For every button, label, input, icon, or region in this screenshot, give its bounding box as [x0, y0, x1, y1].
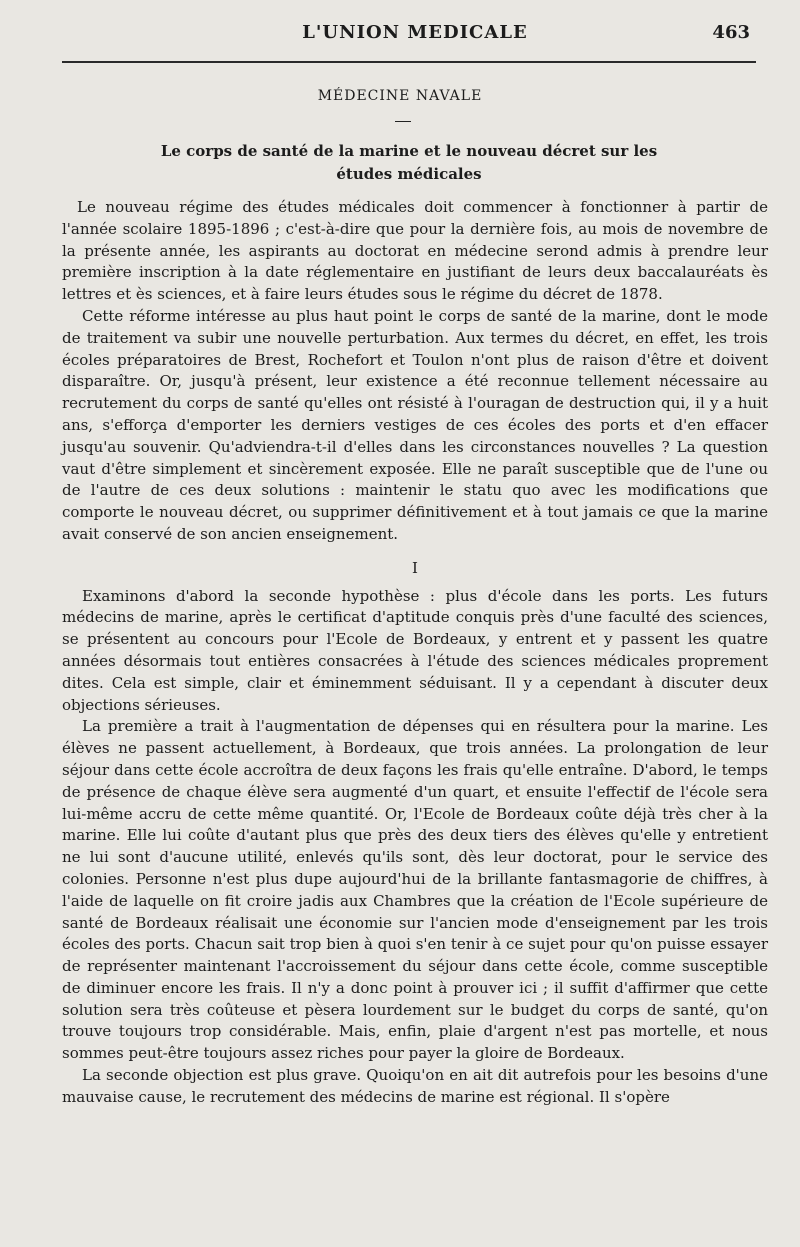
- article-title: [62, 140, 756, 186]
- article-body: [62, 197, 768, 1109]
- page-number: 463: [712, 22, 750, 43]
- running-header: [62, 22, 768, 46]
- paragraph: La première a trait à l'augmentation de dépenses qui en résultera pour la marine. Les élèves ne passent actuellement, à Bordeaux, que trois années. La prolongation de leur séjour dans cette école accroîtra de deux façons les frais qu'elle entraîne. D'abord, le temps de présence de chaque élève sera augmenté d'un quart, et ensuite l'effectif de l'école sera lui-même accru de cette même quantité. Or, l'Ecole de Bordeaux coûte déjà très cher à la marine. Elle lui coûte d'autant plus que près des deux tiers des élèves qu'elle y entretient ne lui sont d'aucune utilité, enlevés qu'ils sont, dès leur doctorat, pour le service des colonies. Personne n'est plus dupe aujourd'hui de la brillante fantasmagorie de chiffres, à l'aide de laquelle on fit croire jadis aux Chambres que la création de l'Ecole supérieure de santé de Bordeaux réalisait une économie sur l'ancien mode d'enseignement par les trois écoles des ports. Chacun sait trop bien à quoi s'en tenir à ce sujet pour qu'on puisse essayer de représenter maintenant l'accroissement du séjour dans cette école, comme susceptible de diminuer encore les frais. Il n'y a donc point à prouver ici ; il suffit d'affirmer que cette solution sera très coûteuse et pèsera lourdement sur le budget du corps de santé, qu'on trouve toujours trop considérable. Mais, enfin, plaie d'argent n'est pas mortelle, et nous sommes peut-être toujours assez riches pour payer la gloire de Bordeaux.: [62, 717, 768, 1063]
- article-title-line-2: études médicales: [336, 165, 482, 183]
- paragraph: Cette réforme intéresse au plus haut point le corps de santé de la marine, dont le mode de traitement va subir une nouvelle perturbation. Aux termes du décret, en effet, les trois écoles préparatoires de Brest, Rochefort et Toulon n'ont plus de raison d'être et doivent disparaître. Or, jusqu'à présent, leur existence a été reconnue tellement nécessaire au recrutement du corps de santé qu'elles ont résisté à l'ouragan de destruction qui, il y a huit ans, s'efforça d'emporter les derniers vestiges de ces écoles des ports et d'en effacer jusqu'au souvenir. Qu'adviendra-t-il d'elles dans les circonstances nouvelles ? La question vaut d'être simplement et sincèrement exposée. Elle ne paraît susceptible que de l'une ou de l'autre de ces deux solutions : maintenir le statu quo avec les modifications que comporte le nouveau décret, ou supprimer définitivement et à tout jamais ce que la marine avait conservé de son ancien enseignement.: [62, 306, 768, 543]
- paragraph: La seconde objection est plus grave. Quoiqu'on en ait dit autrefois pour les besoins d'une mauvaise cause, le recrutement des médecins de marine est régional. Il s'opère: [62, 1066, 768, 1106]
- section-heading: MÉDECINE NAVALE: [317, 88, 483, 104]
- header-rule: [62, 61, 756, 63]
- running-title: L'UNION MEDICALE: [302, 22, 528, 43]
- paragraph: Examinons d'abord la seconde hypothèse : plus d'école dans les ports. Les futurs médecins de marine, après le certificat d'aptitude conquis près d'une faculté des sciences, se présentent au concours pour l'Ecole de Bordeaux, y entrent et y passent les quatre années désormais tout entières consacrées à l'étude des sciences médicales proprement dites. Cela est simple, clair et éminemment séduisant. Il y a cependant à discuter deux objections sérieuses.: [62, 586, 768, 714]
- section-number: I: [412, 558, 418, 577]
- heading-separator: [395, 121, 411, 122]
- article-title-line-1: Le corps de santé de la marine et le nouveau décret sur les: [160, 142, 658, 160]
- paragraph: Le nouveau régime des études médicales doit commencer à fonctionner à partir de l'année scolaire 1895-1896 ; c'est-à-dire que pour la dernière fois, au mois de novembre de la présente année, les aspirants au doctorat en médecine serond admis à prendre leur première inscription à la date réglementaire en justifiant de leurs deux baccalauréats ès lettres et ès sciences, et à faire leurs études sous le régime du décret de 1878.: [62, 198, 768, 304]
